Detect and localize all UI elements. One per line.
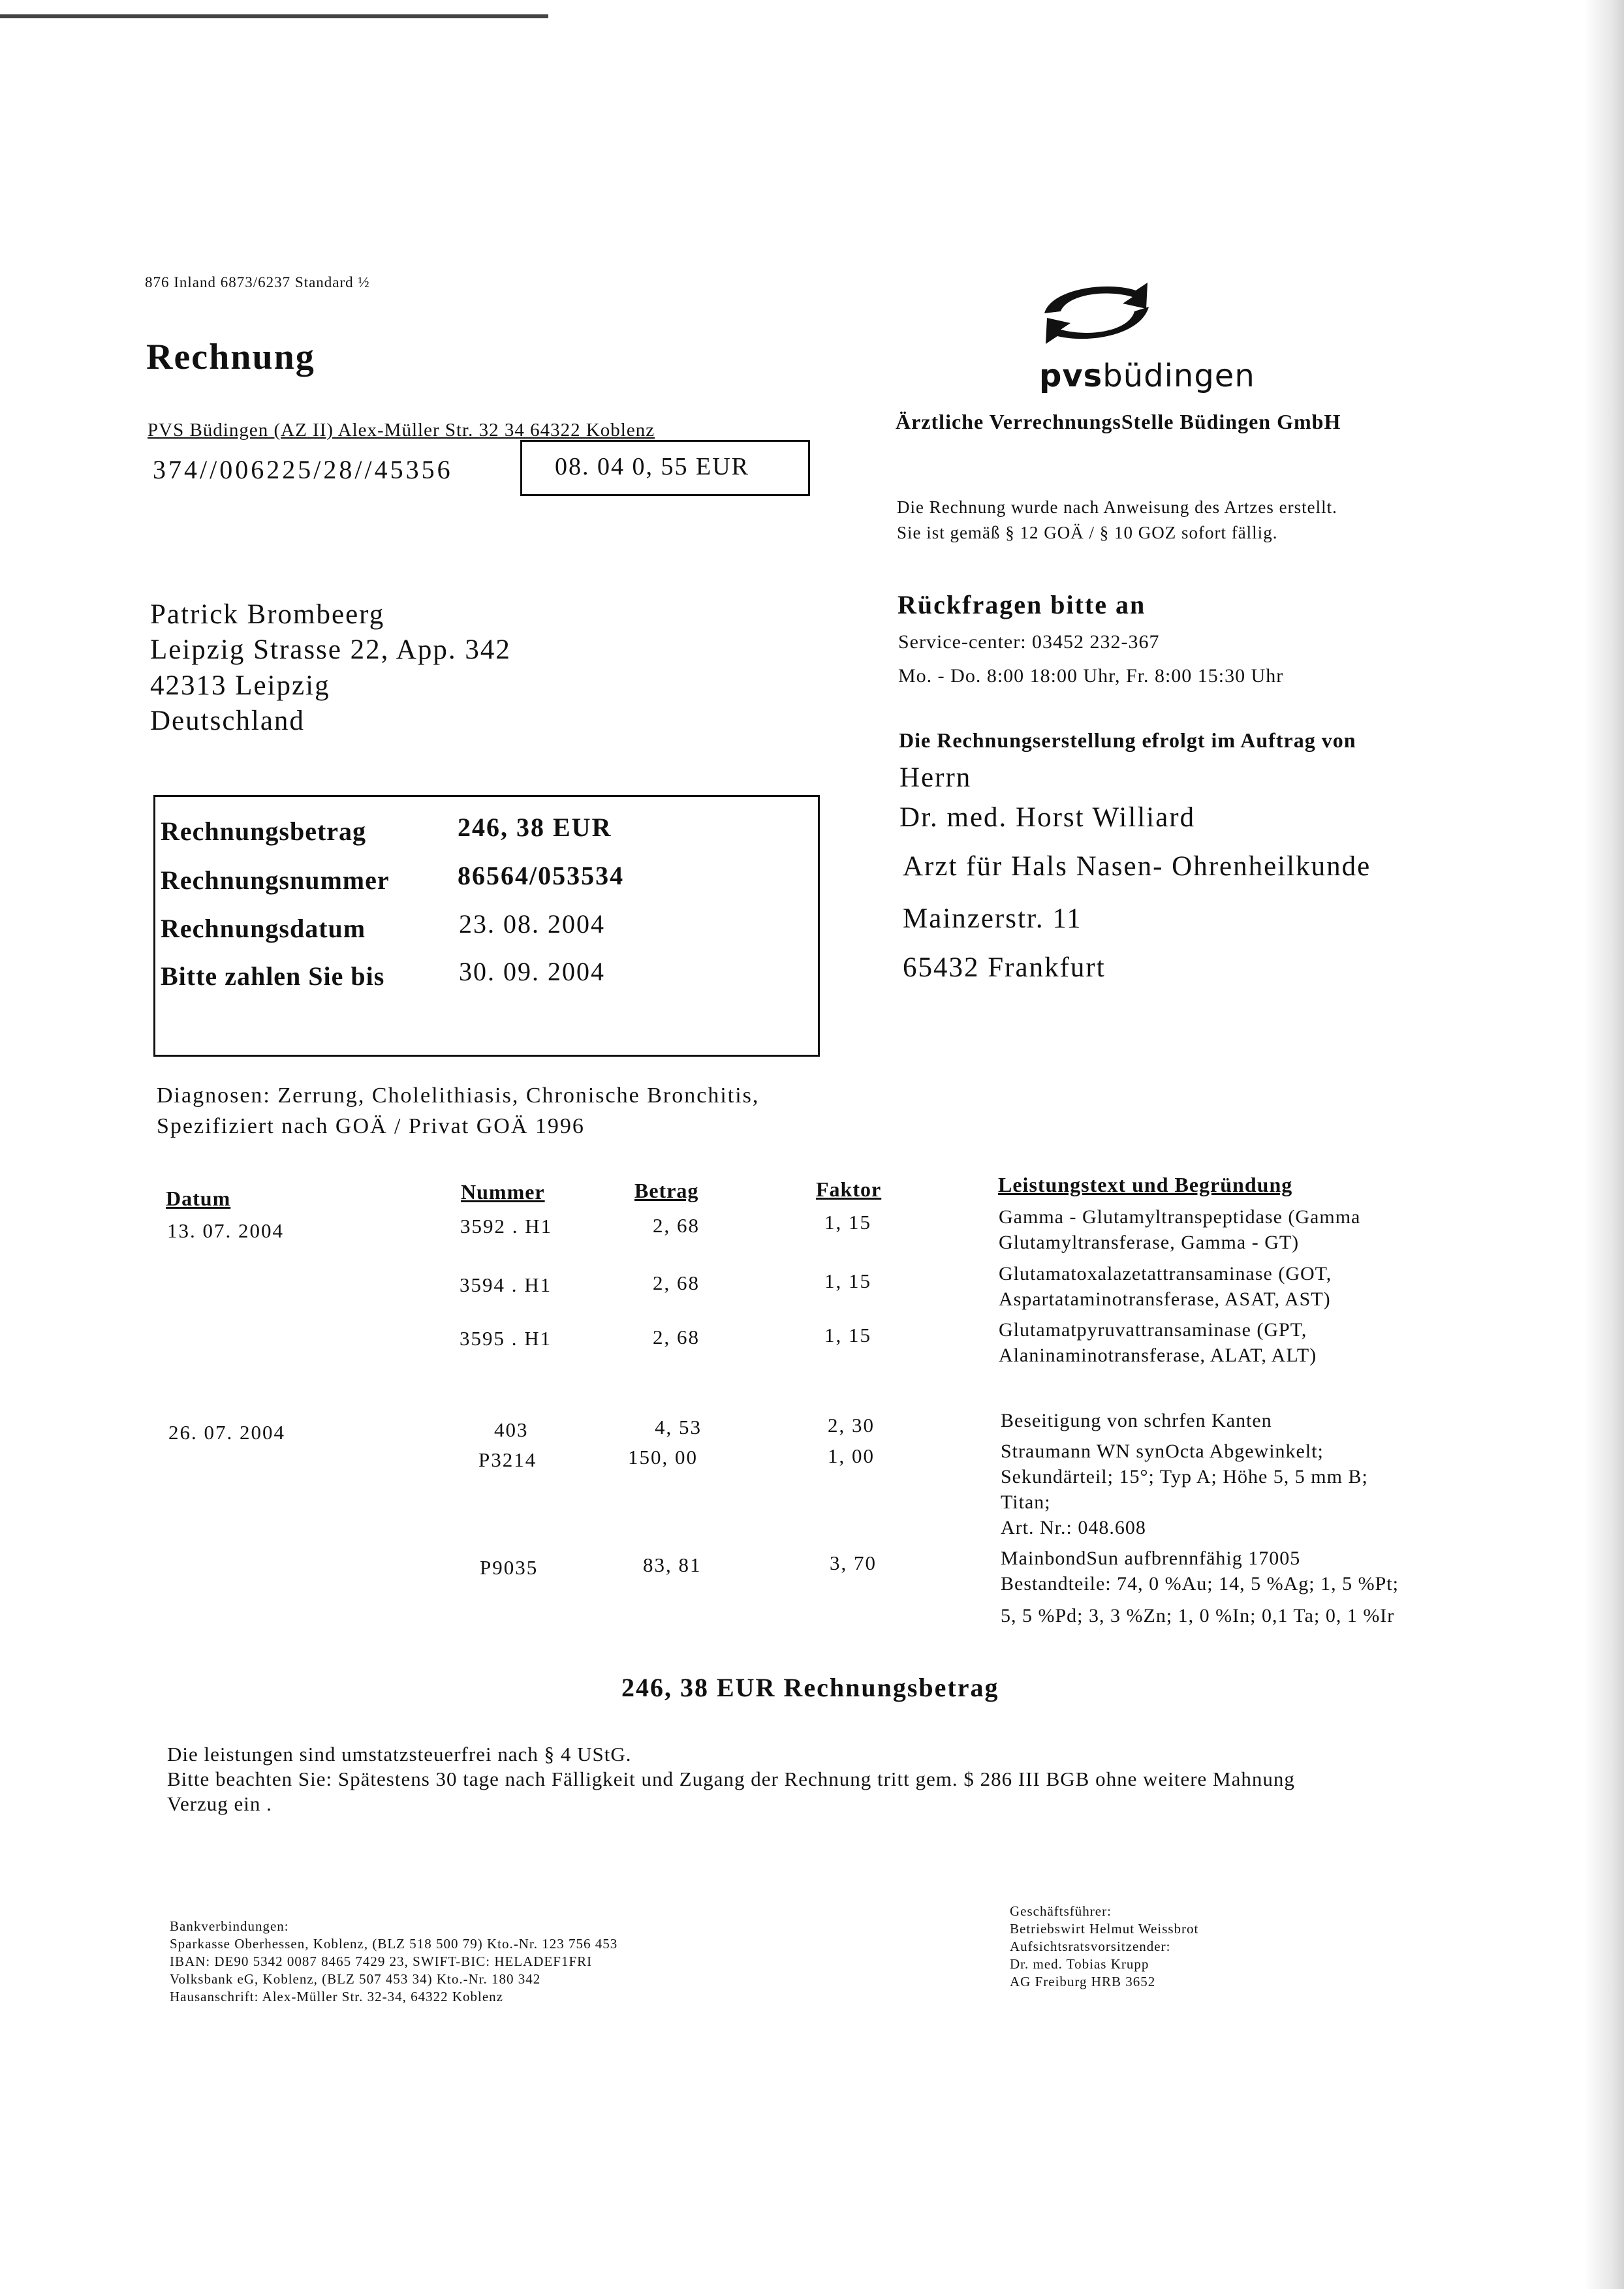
table-row-text: MainbondSun aufbrennfähig 17005 Bestandteile: 74, 0 %Au; 14, 5 %Ag; 1, 5 %Pt; 5, 5 %Pd; 3, 3 %Zn; 1, 0 %In; 0,1 Ta; 0, 1 %Ir xyxy=(1001,1548,1399,1627)
summary-value-date: 23. 08. 2004 xyxy=(459,909,605,939)
doctor-intro: Die Rechnungserstellung efrolgt im Auftrag von xyxy=(899,728,1356,752)
table-row-number: P3214 xyxy=(478,1448,537,1471)
postage-value: 08. 04 0, 55 EUR xyxy=(555,453,749,480)
table-row-amount: 150, 00 xyxy=(628,1446,698,1469)
table-row-text: Glutamatoxalazetattransaminase (GOT, Aspartataminotransferase, ASAT, AST) xyxy=(999,1263,1332,1310)
col-header-amount: Betrag xyxy=(634,1179,699,1202)
recipient-street: Leipzig Strasse 22, App. 342 xyxy=(150,634,511,665)
summary-label-date: Rechnungsdatum xyxy=(161,914,366,943)
scan-page-edge xyxy=(1585,0,1624,2289)
table-row-factor: 1, 15 xyxy=(824,1269,871,1292)
pvs-logo-icon xyxy=(1031,277,1162,349)
table-row-number: P9035 xyxy=(480,1556,539,1579)
company-note-1: Die Rechnung wurde nach Anweisung des Artzes erstellt. xyxy=(897,497,1337,517)
footer-bank-info: Bankverbindungen: Sparkasse Oberhessen, Koblenz, (BLZ 518 500 79) Kto.-Nr. 123 756 453 IBAN: DE90 5342 0087 8465 7429 23, SWIFT-BIC: HELADEF1FRI Volksbank eG, Koblenz, (BLZ 507 453 34) Kto.-Nr. 180 342 Hausanschrift: Alex-Müller Str. 32-34, 64322 Koblenz xyxy=(170,1918,618,2004)
table-row-date: 13. 07. 2004 xyxy=(167,1219,284,1242)
table-row-factor: 1, 00 xyxy=(828,1444,875,1467)
document-title: Rechnung xyxy=(146,337,315,377)
doctor-specialty: Arzt für Hals Nasen- Ohrenheilkunde xyxy=(903,851,1371,882)
recipient-name: Patrick Brombeerg xyxy=(150,599,385,630)
table-row-text: Glutamatpyruvattransaminase (GPT, Alaninaminotransferase, ALAT, ALT) xyxy=(999,1319,1317,1366)
tax-note: Die leistungen sind umstatzsteuerfrei nach § 4 UStG. xyxy=(167,1743,632,1766)
company-name: Ärztliche VerrechnungsStelle Büdingen GmbH xyxy=(896,410,1341,433)
diagnoses-line-1: Diagnosen: Zerrung, Cholelithiasis, Chronische Bronchitis, xyxy=(157,1083,760,1108)
summary-label-number: Rechnungsnummer xyxy=(161,865,390,895)
postage-box xyxy=(520,440,810,496)
table-row-factor: 2, 30 xyxy=(828,1414,875,1437)
table-row-factor: 1, 15 xyxy=(824,1211,871,1234)
diagnoses-line-2: Spezifiziert nach GOÄ / Privat GOÄ 1996 xyxy=(157,1114,585,1138)
table-row-text: Straumann WN synOcta Abgewinkelt; Sekundärteil; 15°; Typ A; Höhe 5, 5 mm B; Titan; Art. Nr.: 048.608 xyxy=(1001,1440,1368,1538)
table-row-factor: 3, 70 xyxy=(830,1551,877,1574)
doctor-city: 65432 Frankfurt xyxy=(903,952,1106,983)
doctor-street: Mainzerstr. 11 xyxy=(903,903,1082,934)
table-row-date: 26. 07. 2004 xyxy=(168,1421,285,1444)
contact-service: Service-center: 03452 232-367 xyxy=(898,631,1160,653)
table-row-number: 403 xyxy=(494,1418,529,1441)
doctor-salutation: Herrn xyxy=(899,762,972,793)
meta-line: 876 Inland 6873/6237 Standard ½ xyxy=(145,274,370,290)
table-row-amount: 83, 81 xyxy=(643,1553,702,1576)
summary-label-amount: Rechnungsbetrag xyxy=(161,817,367,846)
col-header-text: Leistungstext und Begründung xyxy=(998,1173,1293,1196)
reference-number: 374//006225/28//45356 xyxy=(153,455,453,484)
contact-heading: Rückfragen bitte an xyxy=(898,590,1146,619)
table-row-text: Beseitigung von schrfen Kanten xyxy=(1001,1410,1272,1431)
invoice-total: 246, 38 EUR Rechnungsbetrag xyxy=(621,1673,999,1702)
table-row-factor: 1, 15 xyxy=(824,1324,871,1347)
summary-value-due: 30. 09. 2004 xyxy=(459,957,605,986)
table-row-text: Gamma - Glutamyltranspeptidase (Gamma Glutamyltransferase, Gamma - GT) xyxy=(999,1206,1361,1253)
table-row-amount: 4, 53 xyxy=(655,1416,702,1439)
payment-note-end: Verzug ein . xyxy=(167,1792,272,1815)
footer-management: Geschäftsführer: Betriebswirt Helmut Weissbrot Aufsichtsratsvorsitzender: Dr. med. Tobias Krupp AG Freiburg HRB 3652 xyxy=(1010,1903,1199,1989)
table-row-amount: 2, 68 xyxy=(653,1271,700,1294)
scan-top-line xyxy=(0,14,548,18)
payment-note: Bitte beachten Sie: Spätestens 30 tage nach Fälligkeit und Zugang der Rechnung tritt gem. $ 286 III BGB ohne weitere Mahnung xyxy=(167,1767,1295,1790)
recipient-city: 42313 Leipzig xyxy=(150,670,330,701)
col-header-number: Nummer xyxy=(461,1180,545,1204)
contact-hours: Mo. - Do. 8:00 18:00 Uhr, Fr. 8:00 15:30 Uhr xyxy=(898,665,1284,687)
summary-label-due: Bitte zahlen Sie bis xyxy=(161,961,385,991)
doctor-name: Dr. med. Horst Williard xyxy=(899,802,1196,833)
table-row-number: 3592 . H1 xyxy=(460,1215,553,1238)
pvs-logo-text: pvsbüdingen xyxy=(1039,358,1255,394)
table-row-amount: 2, 68 xyxy=(653,1326,700,1348)
col-header-factor: Faktor xyxy=(816,1177,882,1201)
summary-value-number: 86564/053534 xyxy=(458,861,625,890)
table-row-number: 3594 . H1 xyxy=(460,1273,552,1296)
sender-line: PVS Büdingen (AZ II) Alex-Müller Str. 32 34 64322 Koblenz xyxy=(148,420,655,441)
table-row-amount: 2, 68 xyxy=(653,1214,700,1237)
summary-value-amount: 246, 38 EUR xyxy=(458,813,612,842)
company-note-2: Sie ist gemäß § 12 GOÄ / § 10 GOZ sofort fällig. xyxy=(897,523,1278,542)
col-header-date: Datum xyxy=(166,1187,231,1210)
recipient-country: Deutschland xyxy=(150,706,305,736)
table-row-number: 3595 . H1 xyxy=(460,1327,552,1350)
